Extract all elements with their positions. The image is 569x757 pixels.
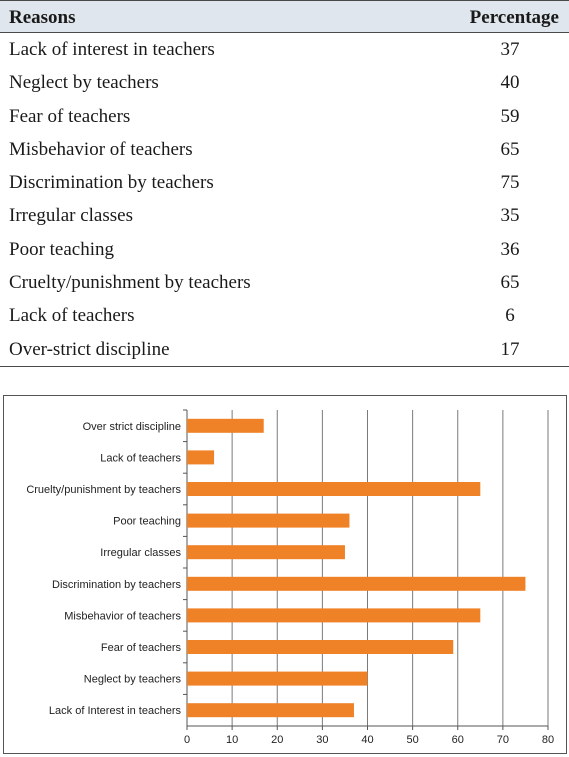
table-row (0, 66, 569, 99)
bar-chart (4, 396, 566, 753)
bar (187, 514, 349, 528)
category-label: Poor teaching (113, 515, 181, 528)
bar (187, 703, 354, 717)
x-tick-label: 70 (496, 734, 509, 746)
cell-reason: Cruelty/punishment by teachers (9, 272, 251, 294)
bar (187, 608, 480, 622)
cell-reason: Poor teaching (9, 238, 115, 260)
cell-percentage: 37 (500, 39, 520, 60)
table-row (0, 266, 569, 299)
category-label: Discrimination by teachers (52, 578, 181, 591)
x-tick-label: 20 (271, 734, 284, 746)
category-label: Neglect by teachers (83, 673, 181, 686)
bar (187, 450, 214, 464)
bar (187, 545, 345, 559)
bar (187, 482, 480, 496)
bar (187, 672, 368, 686)
table-row (0, 233, 569, 266)
x-tick-label: 80 (541, 734, 555, 746)
table-row (0, 33, 569, 66)
table-row (0, 100, 569, 133)
cell-percentage: 36 (500, 238, 520, 260)
cell-reason: Over-strict discipline (9, 338, 170, 360)
x-tick-label: 10 (226, 734, 239, 746)
category-label: Cruelty/punishment by teachers (26, 484, 181, 496)
cell-percentage: 59 (500, 105, 520, 127)
cell-reason: Discrimination by teachers (9, 172, 214, 194)
table-row (0, 133, 569, 166)
x-tick-label: 60 (451, 734, 464, 746)
category-label: Lack of teachers (100, 452, 181, 465)
bar (187, 577, 525, 591)
table-header (0, 0, 569, 33)
bar-chart-frame (3, 395, 567, 754)
cell-reason: Lack of interest in teachers (9, 39, 215, 60)
cell-percentage: 6 (505, 305, 515, 327)
category-label: Over strict discipline (82, 420, 181, 433)
cell-reason: Lack of teachers (9, 305, 135, 327)
table-row (0, 166, 569, 199)
table-row (0, 199, 569, 232)
cell-percentage: 65 (500, 272, 520, 294)
cell-percentage: 75 (500, 172, 520, 194)
x-tick-label: 40 (361, 734, 374, 746)
bar (187, 419, 264, 433)
category-label: Misbehavior of teachers (64, 610, 181, 623)
table-bottom-rule (0, 366, 569, 367)
table-body (0, 33, 569, 366)
table-row (0, 333, 569, 366)
cell-percentage: 17 (500, 338, 520, 360)
category-label: Irregular classes (100, 547, 181, 560)
category-label: Fear of teachers (100, 642, 181, 654)
cell-reason: Fear of teachers (9, 105, 131, 127)
cell-percentage: 65 (500, 138, 520, 160)
cell-reason: Irregular classes (9, 205, 133, 227)
cell-percentage: 40 (500, 72, 520, 94)
category-label: Lack of Interest in teachers (48, 705, 181, 718)
cell-reason: Misbehavior of teachers (9, 138, 193, 160)
table-row (0, 299, 569, 332)
cell-percentage: 35 (500, 205, 520, 227)
x-tick-label: 50 (406, 734, 419, 746)
x-tick-label: 30 (316, 734, 329, 746)
x-tick-label: 0 (183, 734, 191, 746)
cell-reason: Neglect by teachers (9, 72, 159, 94)
bar (187, 640, 453, 654)
header-percentage: Percentage (469, 7, 559, 28)
header-reasons: Reasons (9, 7, 76, 28)
